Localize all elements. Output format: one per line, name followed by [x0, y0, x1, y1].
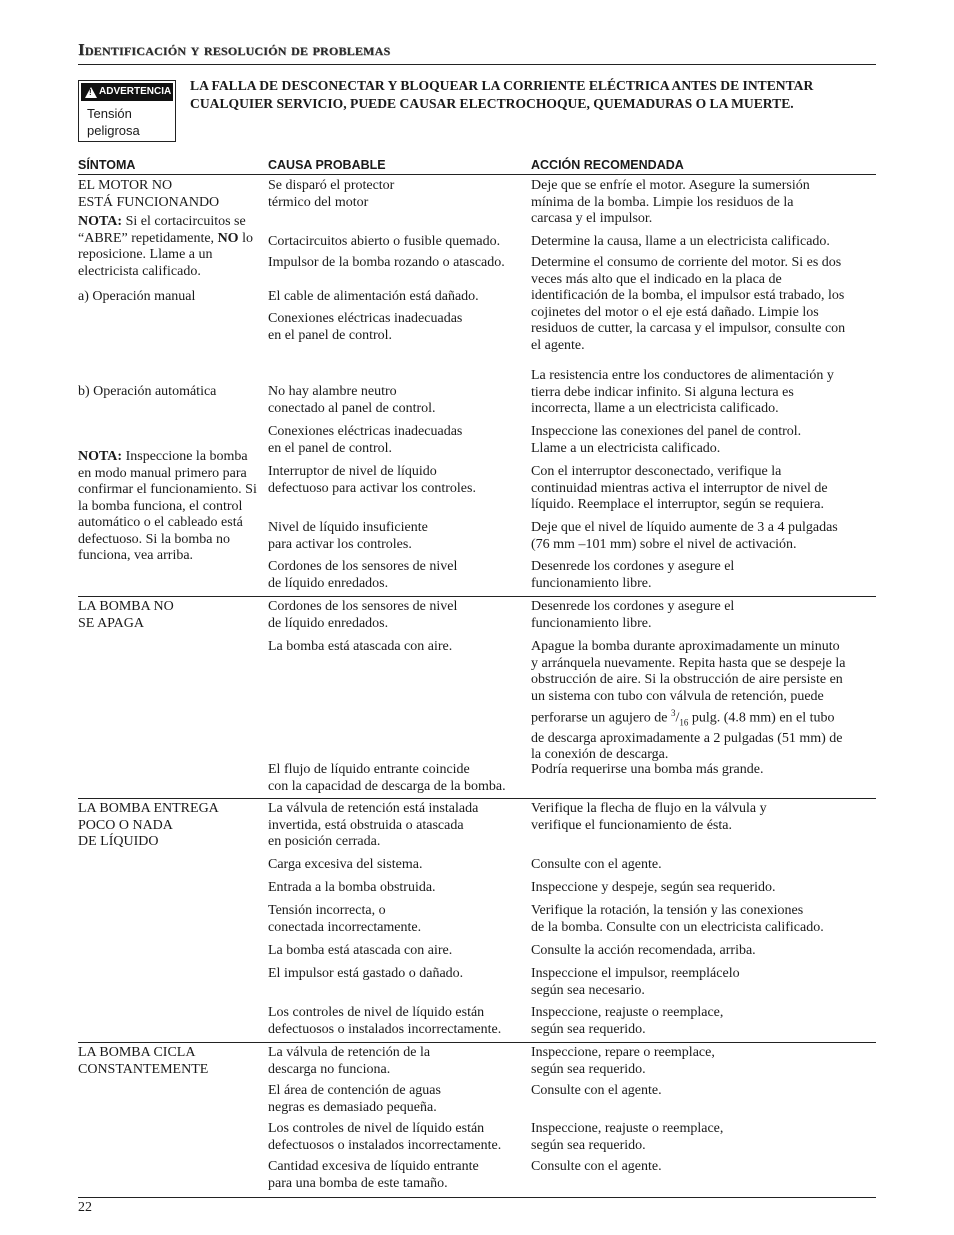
- cause: Cordones de los sensores de nivel de líquido enredados.: [268, 599, 458, 631]
- page-number: 22: [78, 1200, 92, 1215]
- action: Podría requerirse una bomba más grande.: [531, 762, 764, 777]
- row-divider: [78, 596, 876, 597]
- symptom-auto: b) Operación automática: [78, 384, 217, 399]
- header-action: ACCIÓN RECOMENDADA: [531, 158, 684, 172]
- action: Deje que se enfríe el motor. Asegure la sumersión mínima de la bomba. Limpie los residuos de la carcasa y el impulsor.: [531, 178, 810, 226]
- cause: Conexiones eléctricas inadecuadas en el panel de control.: [268, 424, 463, 456]
- symptom-motor-note: [78, 214, 260, 280]
- row-divider: [78, 798, 876, 799]
- page-title: Identificación y resolución de problemas: [78, 40, 391, 59]
- action: Determine el consumo de corriente del motor. Si es dos veces más alto que el indicado en la placa de identificación de la bomba, el impulsor está trabado, los cojinetes del motor o el eje está dañado. Limpie los residuos de cutter, la carcasa y el impulsor, consulte con el agente.: [531, 255, 846, 353]
- symptom-motor: EL MOTOR NO ESTÁ FUNCIONANDO: [78, 178, 220, 210]
- cause: Interruptor de nivel de líquido defectuoso para activar los controles.: [268, 464, 476, 496]
- cause: El flujo de líquido entrante coincide con la capacidad de descarga de la bomba.: [268, 762, 506, 794]
- header-rule: [78, 174, 876, 175]
- fraction-denominator: 16: [679, 717, 689, 728]
- symptom-no-shutoff: LA BOMBA NO SE APAGA: [78, 599, 174, 631]
- action: Desenrede los cordones y asegure el funcionamiento libre.: [531, 559, 735, 591]
- symptom-auto-note: [78, 449, 260, 565]
- cause: La bomba está atascada con aire.: [268, 943, 453, 958]
- symptom-cycles: LA BOMBA CICLA CONSTANTEMENTE: [78, 1045, 209, 1077]
- warning-triangle-icon: !: [85, 87, 97, 98]
- action-text-b: pulg. (4.8 mm) en el tubo de descarga aproximadamente a 2 pulgadas (51 mm) de la conexión de descarga.: [531, 710, 843, 763]
- note-label: NOTA:: [78, 214, 123, 229]
- action: Verifique la flecha de flujo en la válvula y verifique el funcionamiento de ésta.: [531, 801, 767, 833]
- cause: Cordones de los sensores de nivel de líquido enredados.: [268, 559, 458, 591]
- action-text-a: Apague la bomba durante aproximadamente un minuto y arránquela nuevamente. Repita hasta que se despeje la obstrucción de aire. Si la obstrucción de aire persiste en un sistema con tubo con válvula de retención, puede perforarse un agujero de: [531, 639, 846, 726]
- cause: Se disparó el protector térmico del motor: [268, 178, 395, 210]
- cause: Los controles de nivel de líquido están defectuosos o instalados incorrectamente.: [268, 1121, 502, 1153]
- fraction-numerator: 3: [670, 708, 676, 718]
- cause: El impulsor está gastado o dañado.: [268, 966, 464, 981]
- cause: Los controles de nivel de líquido están defectuosos o instalados incorrectamente.: [268, 1005, 502, 1037]
- note-no: NO: [217, 230, 239, 246]
- action: Verifique la rotación, la tensión y las conexiones de la bomba. Consulte con un electricista calificado.: [531, 903, 824, 935]
- action-air-lock: Apague la bomba durante aproximadamente un minuto y arránquela nuevamente. Repita hasta que se despeje la obstrucción de aire. Si la obstrucción de aire persiste en un sistema con tubo con válvula de retención, puede perforarse un agujero de $^3/_{16}$ pulg. (4.8 mm) en el tubo de descarga aproximadamente a 2 pulgadas (51 mm) de la conexión de descarga.: [531, 639, 846, 763]
- action: Inspeccione y despeje, según sea requerido.: [531, 880, 776, 895]
- cause: Cantidad excesiva de líquido entrante para una bomba de este tamaño.: [268, 1159, 479, 1191]
- cause: No hay alambre neutro conectado al panel de control.: [268, 384, 436, 416]
- warning-subtitle: Tensión peligrosa: [87, 106, 140, 138]
- action: Consulte la acción recomendada, arriba.: [531, 943, 756, 958]
- cause: La válvula de retención está instalada invertida, está obstruida o atascada en posición cerrada.: [268, 801, 479, 849]
- title-rule: [78, 64, 876, 65]
- row-divider: [78, 1042, 876, 1043]
- note-text-a: Si el cortacircuitos se “ABRE” repetidamente,: [78, 214, 246, 246]
- header-symptom: SÍNTOMA: [78, 158, 136, 172]
- warning-badge-text: ADVERTENCIA: [99, 86, 172, 97]
- action: La resistencia entre los conductores de alimentación y tierra debe indicar infinito. Si alguna lectura es incorrecta, llame a un electricista calificado.: [531, 368, 834, 416]
- action: Deje que el nivel de líquido aumente de 3 a 4 pulgadas (76 mm –101 mm) sobre el nivel de activación.: [531, 520, 838, 552]
- warning-label: [78, 80, 176, 142]
- action: Inspeccione el impulsor, reemplácelo según sea necesario.: [531, 966, 740, 998]
- action: Consulte con el agente.: [531, 1159, 662, 1174]
- action: Consulte con el agente.: [531, 1083, 662, 1098]
- note2-text: Inspeccione la bomba en modo manual primero para confirmar el funcionamiento. Si la bomba funciona, el control automático o el cableado está defectuoso. Si la bomba no funciona, vea arriba.: [78, 449, 257, 563]
- cause: Entrada a la bomba obstruida.: [268, 880, 436, 895]
- cause: El área de contención de aguas negras es demasiado pequeña.: [268, 1083, 441, 1115]
- cause: El cable de alimentación está dañado.: [268, 289, 479, 304]
- action: Determine la causa, llame a un electricista calificado.: [531, 234, 830, 249]
- symptom-manual: a) Operación manual: [78, 289, 196, 304]
- footer-rule: [78, 1197, 876, 1198]
- warning-text: LA FALLA DE DESCONECTAR Y BLOQUEAR LA CORRIENTE ELÉCTRICA ANTES DE INTENTAR CUALQUIER SERVICIO, PUEDE CAUSAR ELECTROCHOQUE, QUEMADURAS O LA MUERTE.: [190, 78, 814, 111]
- cause: Impulsor de la bomba rozando o atascado.: [268, 255, 505, 270]
- action: Inspeccione, reajuste o reemplace, según sea requerido.: [531, 1005, 724, 1037]
- action: Consulte con el agente.: [531, 857, 662, 872]
- cause: Tensión incorrecta, o conectada incorrectamente.: [268, 903, 422, 935]
- header-cause: CAUSA PROBABLE: [268, 158, 386, 172]
- action: Inspeccione las conexiones del panel de control. Llame a un electricista calificado.: [531, 424, 802, 456]
- note2-label: NOTA:: [78, 449, 123, 464]
- cause: La bomba está atascada con aire.: [268, 639, 453, 654]
- symptom-little-flow: LA BOMBA ENTREGA POCO O NADA DE LÍQUIDO: [78, 801, 219, 849]
- cause: Nivel de líquido insuficiente para activar los controles.: [268, 520, 428, 552]
- warning-badge: [81, 83, 173, 101]
- action: Desenrede los cordones y asegure el funcionamiento libre.: [531, 599, 735, 631]
- action: Inspeccione, reajuste o reemplace, según sea requerido.: [531, 1121, 724, 1153]
- cause: Cortacircuitos abierto o fusible quemado.: [268, 234, 501, 249]
- cause: Conexiones eléctricas inadecuadas en el panel de control.: [268, 311, 463, 343]
- cause: La válvula de retención de la descarga no funciona.: [268, 1045, 431, 1077]
- cause: Carga excesiva del sistema.: [268, 857, 423, 872]
- note-text-b: lo reposicione. Llame a un electricista calificado.: [78, 230, 253, 279]
- action: Con el interruptor desconectado, verifique la continuidad mientras activa el interruptor de nivel de líquido. Reemplace el interruptor, según se requiera.: [531, 464, 828, 512]
- action: Inspeccione, repare o reemplace, según sea requerido.: [531, 1045, 715, 1077]
